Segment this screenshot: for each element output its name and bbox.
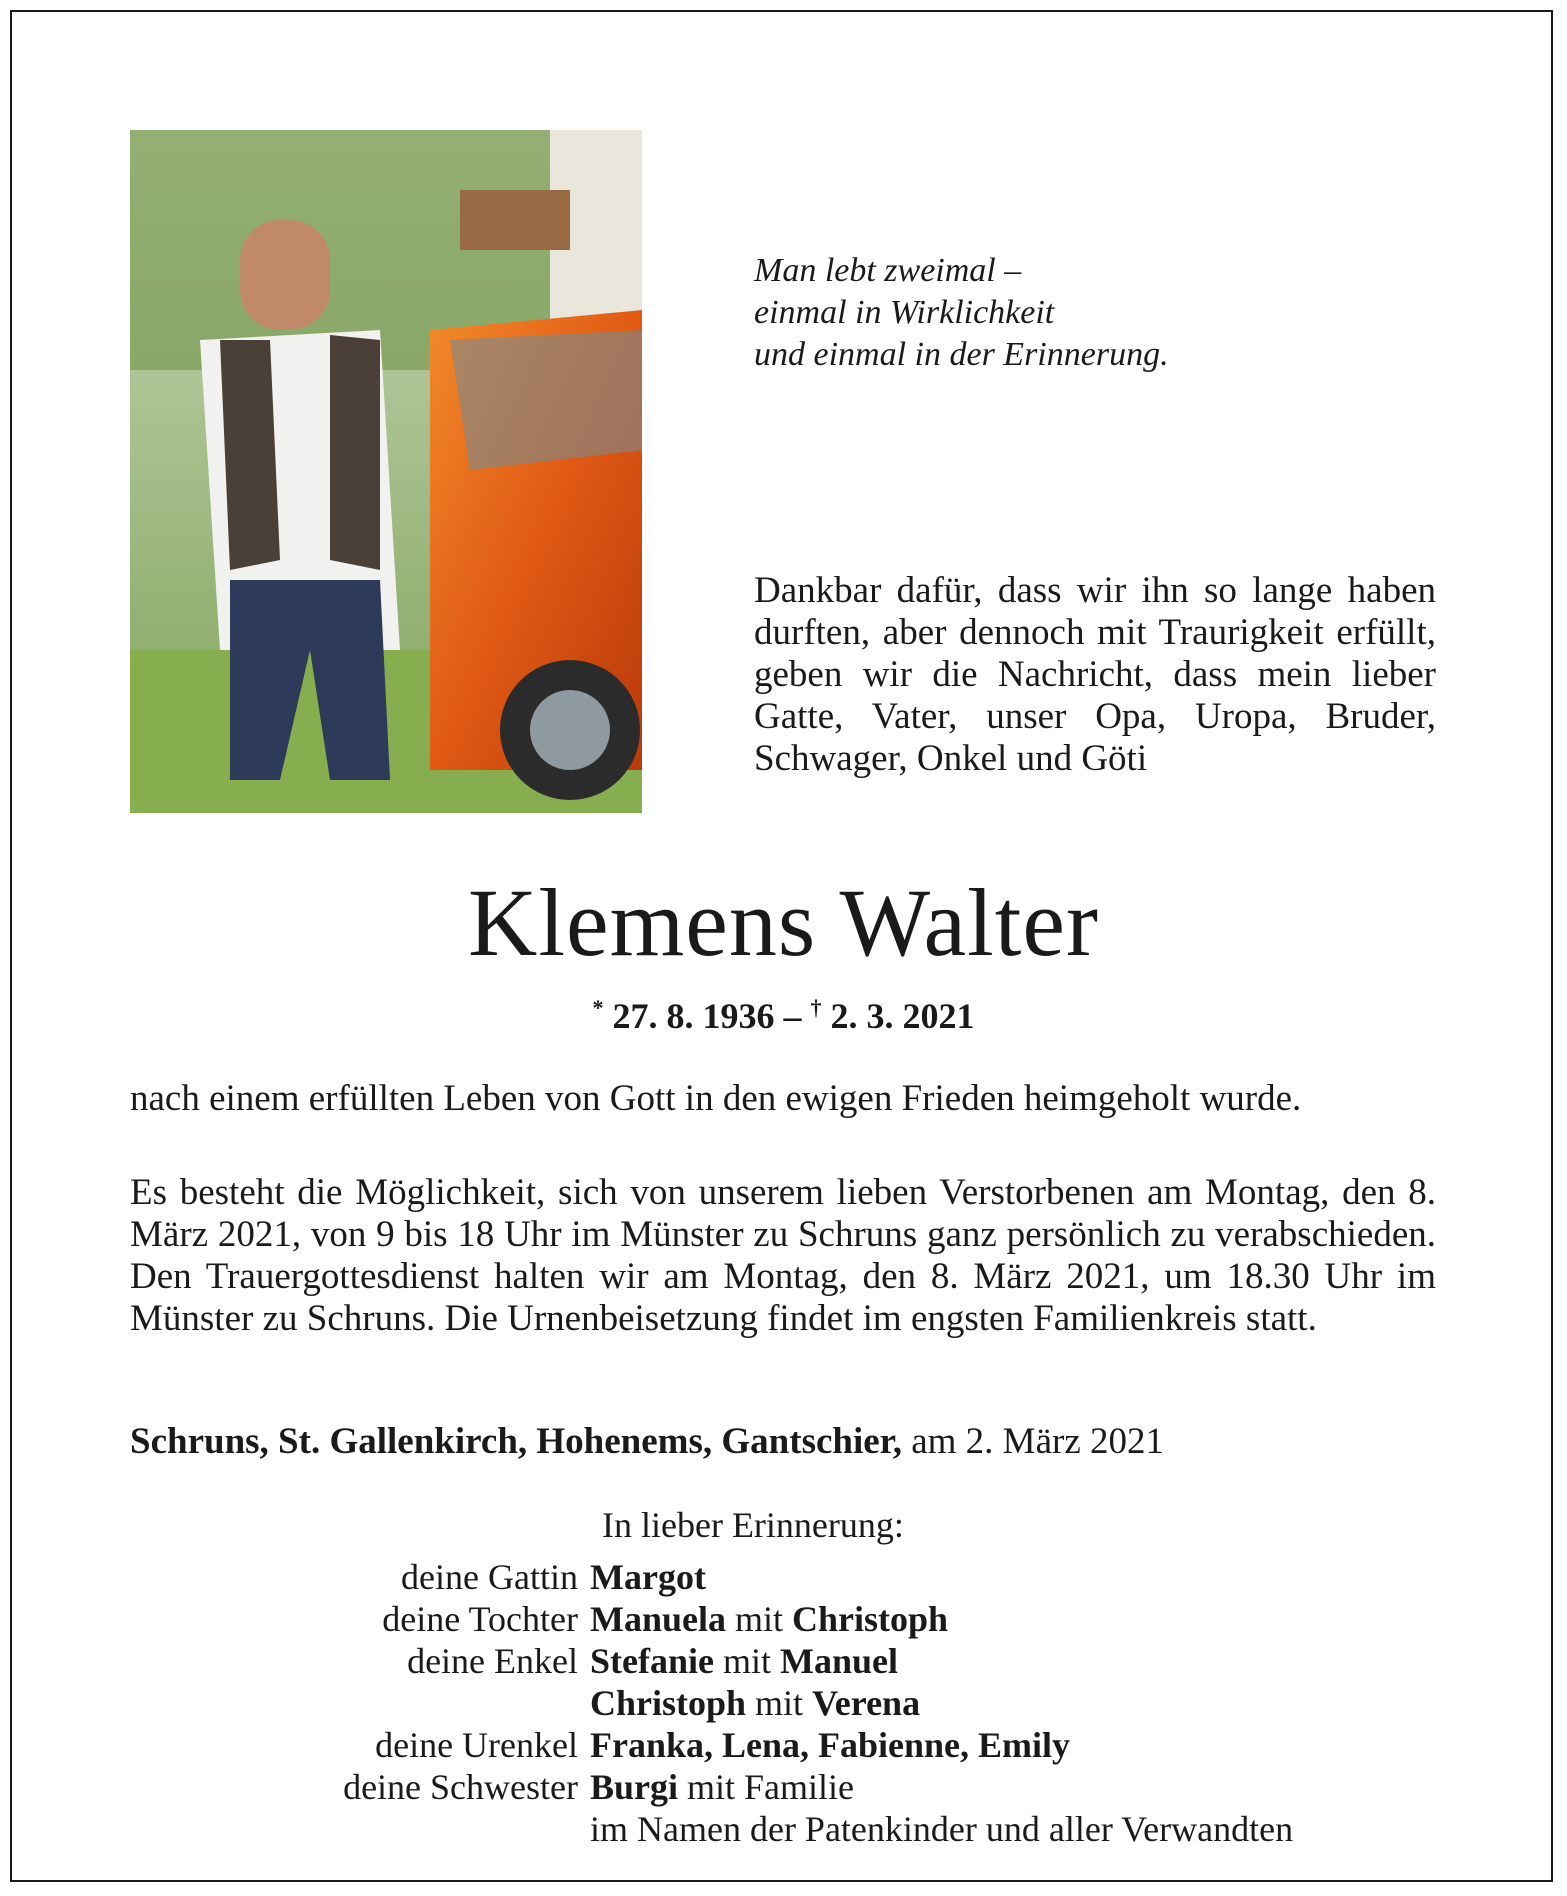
- death-date: 2. 3. 2021: [830, 996, 975, 1036]
- family-row: [200, 1724, 1293, 1766]
- family-row: [200, 1598, 1293, 1640]
- family-names: [590, 1640, 898, 1682]
- family-names: [590, 1724, 1070, 1766]
- family-row: [200, 1556, 1293, 1598]
- family-names: [590, 1598, 948, 1640]
- family-member-name: Stefanie: [590, 1641, 714, 1681]
- portrait-photo-illustration: [130, 130, 642, 813]
- family-relation: [200, 1682, 590, 1724]
- family-member-name: Manuela: [590, 1599, 727, 1639]
- motto-line: und einmal in der Erinnerung.: [754, 336, 1169, 373]
- family-member-name: Franka, Lena, Fabienne, Emily: [590, 1725, 1071, 1765]
- family-member-name: Manuel: [780, 1641, 899, 1681]
- paragraph-2: Es besteht die Möglichkeit, sich von unserem lieben Verstorbenen am Montag, den 8. März 2021, von 9 bis 18 Uhr im Münster zu Schruns ganz persönlich zu verabschieden. Den Trauergottesdienst halten wir am Montag, den 8. März 2021, um 18.30 Uhr im Münster zu Schruns. Die Urnenbeisetzung findet im engsten Familienkreis statt.: [130, 1172, 1436, 1339]
- paragraph-1: nach einem erfüllten Leben von Gott in den ewigen Frieden heimgeholt wurde.: [130, 1078, 1302, 1119]
- family-connector: mit: [726, 1599, 793, 1639]
- portrait-photo: [130, 130, 642, 813]
- family-relation: deine Enkel: [407, 1641, 578, 1681]
- intro-text: Dankbar dafür, dass wir ihn so lange haben durften, aber dennoch mit Traurigkeit erfüllt, geben wir die Nachricht, dass mein lieber Gatte, Vater, unser Opa, Uropa, Bruder, Schwager, Onkel und Göti: [754, 570, 1436, 779]
- family-connector: im Namen der Patenkinder und aller Verwandten: [590, 1809, 1294, 1849]
- family-row: [200, 1808, 1293, 1850]
- motto-line: Man lebt zweimal –: [754, 252, 1022, 289]
- places: Schruns, St. Gallenkirch, Hohenems, Gantschier,: [130, 1421, 902, 1462]
- death-symbol: †: [810, 995, 822, 1020]
- memory-heading: In lieber Erinnerung:: [602, 1505, 904, 1545]
- family-names: [590, 1808, 1293, 1850]
- family-member-name: Christoph: [792, 1599, 949, 1639]
- date-separator: –: [783, 996, 802, 1036]
- family-names: [590, 1766, 854, 1808]
- life-dates: [0, 995, 1567, 1037]
- deceased-name: Klemens Walter: [468, 869, 1099, 976]
- birth-date: 27. 8. 1936: [612, 996, 775, 1036]
- family-member-name: Christoph: [590, 1683, 747, 1723]
- place-line: [130, 1420, 1164, 1463]
- motto-quote: [754, 250, 1169, 376]
- family-row: [200, 1766, 1293, 1808]
- family-member-name: Burgi: [590, 1767, 679, 1807]
- family-relation: [200, 1808, 590, 1850]
- family-connector: mit: [713, 1641, 780, 1681]
- birth-symbol: *: [592, 995, 604, 1020]
- motto-line: einmal in Wirklichkeit: [754, 294, 1055, 331]
- family-row: [200, 1640, 1293, 1682]
- family-connector: mit Familie: [678, 1767, 855, 1807]
- family-list: [200, 1556, 1293, 1850]
- place-date: am 2. März 2021: [911, 1421, 1164, 1462]
- family-member-name: Margot: [590, 1557, 706, 1597]
- family-relation: deine Urenkel: [375, 1725, 578, 1765]
- family-names: [590, 1556, 706, 1598]
- family-connector: mit: [746, 1683, 813, 1723]
- family-relation: deine Gattin: [401, 1557, 578, 1597]
- family-member-name: Verena: [812, 1683, 921, 1723]
- family-names: [590, 1682, 920, 1724]
- family-row: [200, 1682, 1293, 1724]
- family-relation: deine Schwester: [343, 1767, 578, 1807]
- family-relation: deine Tochter: [382, 1599, 578, 1639]
